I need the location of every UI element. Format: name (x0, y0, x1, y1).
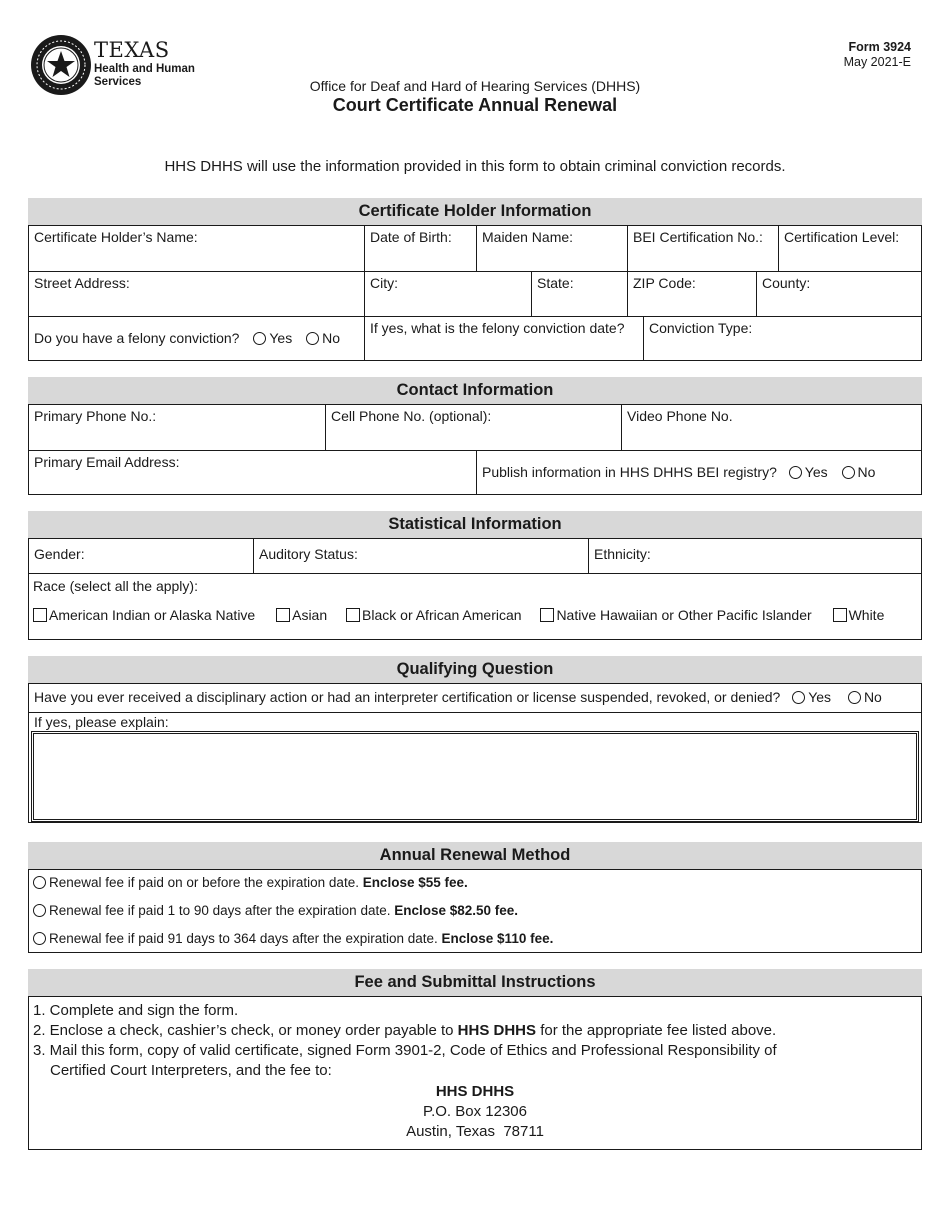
race-group (29, 573, 921, 639)
checkbox-icon[interactable] (33, 608, 47, 622)
renewal-option-3[interactable]: Renewal fee if paid 91 days to 364 days after the expiration date. Enclose $110 fee. (33, 931, 917, 953)
explain-label: If yes, please explain: (34, 714, 169, 730)
instruction-step-2: 2. Enclose a check, cashier’s check, or money order payable to HHS DHHS for the appropriate fee listed above. (33, 1022, 777, 1039)
mailing-address (33, 1082, 917, 1142)
logo-subtitle-2: Services (94, 76, 142, 88)
radio-icon[interactable] (842, 466, 855, 479)
disciplinary-no-option[interactable]: No (848, 689, 882, 705)
radio-icon[interactable] (848, 691, 861, 704)
renewal-option-2[interactable]: Renewal fee if paid 1 to 90 days after the expiration date. Enclose $82.50 fee. (33, 903, 917, 931)
logo-title: TEXAS (94, 38, 170, 62)
ethnicity-field[interactable]: Ethnicity: (588, 539, 921, 573)
race-option-white[interactable]: White (833, 607, 885, 623)
qualifying-section (28, 656, 922, 823)
logo-subtitle-1: Health and Human (94, 63, 195, 75)
radio-icon[interactable] (33, 932, 46, 945)
race-label: Race (select all the apply): (33, 578, 198, 594)
state-field[interactable]: State: (531, 272, 627, 316)
instruction-step-1: 1. Complete and sign the form. (33, 1002, 239, 1019)
email-field[interactable]: Primary Email Address: (34, 454, 180, 470)
address-line-2: Austin, Texas 78711 (406, 1123, 544, 1140)
radio-icon[interactable] (253, 332, 266, 345)
felony-question: Do you have a felony conviction? Yes No (34, 330, 340, 346)
statistical-section (28, 511, 922, 640)
section-heading: Qualifying Question (28, 656, 922, 683)
dob-field[interactable]: Date of Birth: (364, 226, 476, 271)
maiden-name-field[interactable]: Maiden Name: (476, 226, 627, 271)
checkbox-icon[interactable] (276, 608, 290, 622)
instructions-section (28, 969, 922, 1150)
contact-section (28, 377, 922, 495)
radio-icon[interactable] (33, 904, 46, 917)
gender-field[interactable]: Gender: (34, 546, 85, 562)
zip-code-field[interactable]: ZIP Code: (627, 272, 756, 316)
publish-question: Publish information in HHS DHHS BEI registry? Yes No (476, 451, 921, 494)
race-option-asian[interactable]: Asian (276, 607, 327, 623)
form-header (0, 78, 950, 116)
auditory-status-field[interactable]: Auditory Status: (253, 539, 588, 573)
instruction-step-3: 3. Mail this form, copy of valid certificate, signed Form 3901-2, Code of Ethics and Professional Responsibility of (33, 1042, 777, 1059)
race-option-black[interactable]: Black or African American (346, 607, 522, 623)
address-line-1: P.O. Box 12306 (423, 1103, 527, 1120)
form-number-block (844, 40, 911, 70)
felony-yes-option[interactable]: Yes (253, 330, 292, 346)
radio-icon[interactable] (306, 332, 319, 345)
address-name: HHS DHHS (435, 1083, 515, 1100)
intro-text: HHS DHHS will use the information provided in this form to obtain criminal conviction records. (164, 158, 786, 175)
form-date: May 2021-E (843, 55, 911, 69)
certification-level-field[interactable]: Certification Level: (778, 226, 921, 271)
cell-phone-field[interactable]: Cell Phone No. (optional): (325, 405, 621, 450)
section-heading: Statistical Information (28, 511, 922, 538)
page-title: Court Certificate Annual Renewal (332, 95, 618, 115)
checkbox-icon[interactable] (833, 608, 847, 622)
holder-name-field[interactable]: Certificate Holder’s Name: (34, 229, 198, 245)
street-address-field[interactable]: Street Address: (34, 275, 130, 291)
explain-textarea[interactable] (31, 731, 919, 822)
checkbox-icon[interactable] (346, 608, 360, 622)
form-number: Form 3924 (848, 40, 911, 54)
bei-number-field[interactable]: BEI Certification No.: (627, 226, 778, 271)
felony-no-option[interactable]: No (306, 330, 340, 346)
section-heading: Annual Renewal Method (28, 842, 922, 869)
checkbox-icon[interactable] (540, 608, 554, 622)
publish-no-option[interactable]: No (842, 464, 876, 480)
disciplinary-yes-option[interactable]: Yes (792, 689, 831, 705)
county-field[interactable]: County: (756, 272, 921, 316)
race-option-native-hawaiian[interactable]: Native Hawaiian or Other Pacific Islander (540, 607, 811, 623)
section-heading: Certificate Holder Information (28, 198, 922, 225)
radio-icon[interactable] (792, 691, 805, 704)
renewal-section (28, 842, 922, 953)
section-heading: Fee and Submittal Instructions (28, 969, 922, 996)
disciplinary-question: Have you ever received a disciplinary action or had an interpreter certification or license suspended, revoked, or denied? Yes No (34, 689, 882, 705)
certificate-holder-section (28, 198, 922, 361)
video-phone-field[interactable]: Video Phone No. (621, 405, 921, 450)
primary-phone-field[interactable]: Primary Phone No.: (34, 408, 157, 424)
renewal-option-1[interactable]: Renewal fee if paid on or before the expiration date. Enclose $55 fee. (33, 875, 917, 903)
conviction-type-field[interactable]: Conviction Type: (643, 317, 921, 360)
felony-date-field[interactable]: If yes, what is the felony conviction date? (364, 317, 643, 360)
instruction-step-3-cont: Certified Court Interpreters, and the fee to: (50, 1062, 332, 1079)
city-field[interactable]: City: (364, 272, 531, 316)
publish-yes-option[interactable]: Yes (789, 464, 828, 480)
section-heading: Contact Information (28, 377, 922, 404)
race-option-american-indian[interactable]: American Indian or Alaska Native (33, 607, 255, 623)
radio-icon[interactable] (33, 876, 46, 889)
radio-icon[interactable] (789, 466, 802, 479)
office-name: Office for Deaf and Hard of Hearing Services (DHHS) (309, 78, 641, 94)
